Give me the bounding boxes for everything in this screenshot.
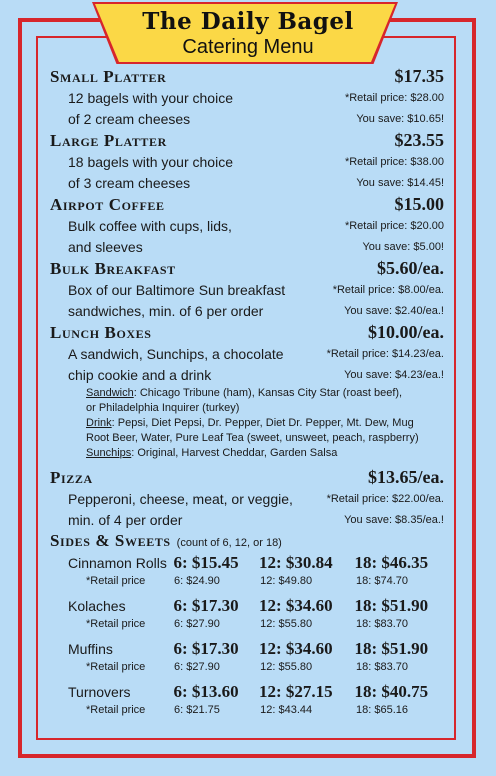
menu-title: The Daily Bagel [142,8,354,35]
item-description: A sandwich, Sunchips, a chocolate [68,346,284,362]
retail-18: 18: $74.70 [356,575,408,587]
savings: You save: $2.40/ea.! [344,305,444,317]
retail-12: 12: $43.44 [260,704,313,716]
sandwich-options: : Chicago Tribune (ham), Kansas City Star (roast beef), [133,387,403,399]
side-name: Turnovers [68,684,131,700]
retail-12: 12: $55.80 [260,661,313,673]
item-description: 12 bagels with your choice [68,90,233,106]
drink-label: Drink [86,417,112,429]
item-description: of 3 cream cheeses [68,175,191,191]
item-description: and sleeves [68,239,143,255]
item-description: of 2 cream cheeses [68,111,191,127]
item-name: Airpot Coffee [50,195,165,214]
price-18: 18: $51.90 [354,639,429,658]
price-18: 18: $40.75 [354,682,429,701]
item-description: min. of 4 per order [68,512,183,528]
price-12: 12: $34.60 [258,639,333,658]
savings: You save: $14.45! [356,177,444,189]
retail-price: *Retail price: $38.00 [344,156,444,168]
price-12: 12: $34.60 [258,596,333,615]
side-item [50,596,444,639]
retail-label: *Retail price [86,661,146,673]
savings: You save: $5.00! [362,241,444,253]
drink-options: Root Beer, Water, Pure Leaf Tea (sweet, unsweet, peach, raspberry) [86,432,419,444]
savings: You save: $10.65! [356,113,444,125]
retail-price: *Retail price: $22.00/ea. [326,493,444,505]
item-price: $17.35 [394,66,444,86]
item-description: chip cookie and a drink [68,367,212,383]
item-name: Large Platter [50,131,167,150]
side-item [50,682,444,725]
retail-6: 6: $21.75 [174,704,220,716]
menu-item-lunch-boxes [50,322,444,461]
menu-subtitle: Catering Menu [182,36,314,58]
retail-price: *Retail price: $8.00/ea. [332,284,444,296]
retail-18: 18: $65.16 [356,704,408,716]
retail-6: 6: $27.90 [174,661,220,673]
retail-6: 6: $27.90 [174,618,220,630]
sandwich-label: Sandwich [86,387,134,399]
side-name: Kolaches [68,598,126,614]
side-name: Muffins [68,641,113,657]
retail-label: *Retail price [86,704,146,716]
retail-18: 18: $83.70 [356,661,408,673]
item-price: $13.65/ea. [368,467,444,487]
item-name: Pizza [50,468,93,487]
lunch-box-options [50,386,444,461]
price-12: 12: $27.15 [258,682,333,701]
item-price: $15.00 [394,194,444,214]
sunchips-label: Sunchips [86,447,132,459]
price-18: 18: $46.35 [354,553,429,572]
sunchips-options: : Original, Harvest Cheddar, Garden Salsa [131,447,338,459]
price-18: 18: $51.90 [354,596,429,615]
menu-content [50,66,444,725]
section-note: (count of 6, 12, or 18) [176,537,282,549]
retail-6: 6: $24.90 [174,575,220,587]
drink-options: : Pepsi, Diet Pepsi, Dr. Pepper, Diet Dr. Pepper, Mt. Dew, Mug [111,417,414,429]
item-price: $10.00/ea. [368,322,444,342]
menu-item-small-platter [50,66,444,130]
item-description: sandwiches, min. of 6 per order [68,303,264,319]
savings: You save: $8.35/ea.! [344,514,444,526]
item-name: Lunch Boxes [50,323,152,342]
side-item [50,553,444,596]
retail-12: 12: $49.80 [260,575,313,587]
retail-12: 12: $55.80 [260,618,313,630]
item-price: $5.60/ea. [377,258,444,278]
retail-price: *Retail price: $14.23/ea. [326,348,444,360]
side-item [50,639,444,682]
item-name: Small Platter [50,67,167,86]
menu-item-pizza [50,467,444,531]
retail-18: 18: $83.70 [356,618,408,630]
item-description: Pepperoni, cheese, meat, or veggie, [68,491,293,507]
item-description: Bulk coffee with cups, lids, [68,218,232,234]
price-6: 6: $15.45 [173,553,239,572]
item-price: $23.55 [394,130,444,150]
section-title: Sides & Sweets [50,531,171,550]
item-description: Box of our Baltimore Sun breakfast [68,282,286,298]
sandwich-options: or Philadelphia Inquirer (turkey) [86,402,240,414]
savings: You save: $4.23/ea.! [344,369,444,381]
price-12: 12: $30.84 [258,553,333,572]
item-name: Bulk Breakfast [50,259,176,278]
price-6: 6: $17.30 [173,596,239,615]
price-6: 6: $17.30 [173,639,239,658]
price-6: 6: $13.60 [173,682,239,701]
retail-price: *Retail price: $28.00 [344,92,444,104]
item-description: 18 bagels with your choice [68,154,233,170]
side-name: Cinnamon Rolls [68,555,167,571]
menu-item-bulk-breakfast [50,258,444,322]
sides-and-sweets-section [50,531,444,725]
retail-label: *Retail price [86,575,146,587]
retail-price: *Retail price: $20.00 [344,220,444,232]
retail-label: *Retail price [86,618,146,630]
menu-item-airpot-coffee [50,194,444,258]
menu-item-large-platter [50,130,444,194]
